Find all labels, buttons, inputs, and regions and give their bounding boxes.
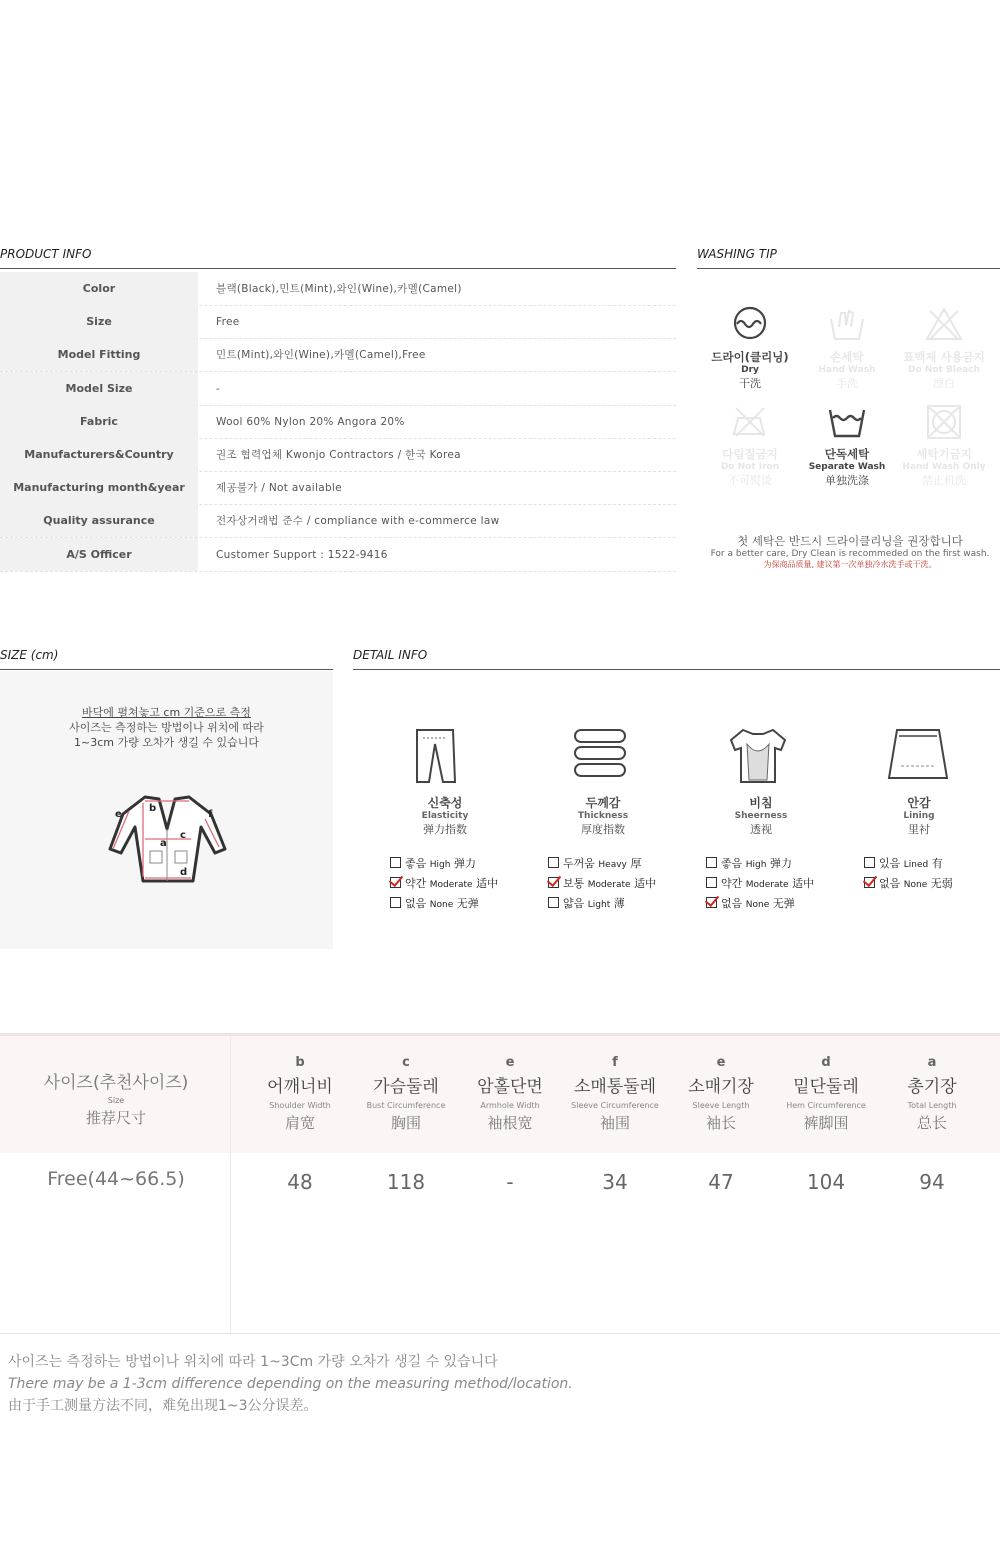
detail-column <box>859 726 979 837</box>
detail-label-ko: 안감 <box>907 796 931 810</box>
washing-label-zh: 单独洗涤 <box>825 474 869 487</box>
detail-label-en: Elasticity <box>421 811 469 821</box>
option-label-en: None <box>903 880 928 890</box>
detail-label-zh: 弹力指数 <box>423 823 467 836</box>
diagram-letter-f: f <box>208 809 213 820</box>
column-letter: f <box>612 1055 618 1070</box>
washing-label-ko: 단독세탁 <box>824 447 870 461</box>
pants-icon <box>413 726 477 788</box>
column-letter: e <box>505 1055 515 1070</box>
size-row-label: Free(44~66.5) <box>47 1168 185 1190</box>
diagram-letter-e: e <box>115 809 122 820</box>
detail-option <box>390 895 479 911</box>
option-label-en: High <box>429 860 451 870</box>
washing-item <box>797 305 897 391</box>
product-info-title: PRODUCT INFO <box>0 247 676 269</box>
footer-note-ko: 사이즈는 측정하는 방법이나 위치에 따라 1~3Cm 가량 오차가 생길 수 있습니다 <box>8 1354 498 1370</box>
detail-label-en: Sheerness <box>734 811 788 821</box>
washing-label-zh: 不可熨烫 <box>728 474 772 487</box>
washing-label-ko: 다림질금지 <box>722 447 778 461</box>
detail-label-en: Lining <box>903 811 935 821</box>
size-table-column-head <box>455 1055 565 1133</box>
option-label-ko: 보통 <box>563 877 585 890</box>
size-footer-note <box>8 1351 708 1417</box>
column-letter: e <box>716 1055 726 1070</box>
option-checkbox <box>390 897 401 908</box>
product-info-label: Model Fitting <box>0 338 198 371</box>
product-info-value: 블랙(Black),민트(Mint),와인(Wine),카멜(Camel) <box>216 283 462 295</box>
detail-column <box>385 726 505 837</box>
option-label-en: None <box>429 900 454 910</box>
column-label-en: Total Length <box>907 1101 957 1110</box>
option-label-ko: 얇음 <box>563 897 585 910</box>
column-label-ko: 암홀단면 <box>477 1077 543 1097</box>
column-label-ko: 소매기장 <box>688 1077 754 1097</box>
washing-note-zh: 为保商品质量, 建议第一次单独冷水洗手或干洗。 <box>763 560 937 569</box>
size-section-title: SIZE (cm) <box>0 648 333 670</box>
column-label-ko: 총기장 <box>907 1077 957 1097</box>
product-info-value: 제공불가 / Not available <box>216 482 342 495</box>
option-label-en: Moderate <box>587 880 631 890</box>
detail-label-ko: 두께감 <box>585 796 621 810</box>
washing-item <box>700 402 800 488</box>
column-letter: d <box>821 1055 831 1070</box>
diagram-letter-a: a <box>160 838 167 849</box>
option-label-zh: 弹力 <box>453 857 476 870</box>
option-label-zh: 无弹 <box>456 897 479 910</box>
washing-note-ko: 첫 세탁은 반드시 드라이클리닝을 권장합니다 <box>737 534 963 548</box>
product-info-value: Free <box>216 316 240 329</box>
product-info-row <box>0 504 676 538</box>
washing-label-en: Do Not Iron <box>720 462 780 472</box>
detail-option <box>706 855 792 871</box>
product-info-row <box>0 438 676 472</box>
diagram-letter-d: d <box>180 867 188 878</box>
washing-label-en: Separate Wash <box>808 462 886 472</box>
hand-wash-icon <box>827 305 867 345</box>
option-checkbox <box>548 857 559 868</box>
column-label-en: Sleeve Circumference <box>571 1101 659 1110</box>
option-label-ko: 없음 <box>721 897 743 910</box>
product-info-label: Quality assurance <box>0 504 198 537</box>
washing-item <box>700 305 800 391</box>
option-label-en: Moderate <box>429 880 473 890</box>
column-label-zh: 袖根宽 <box>487 1114 533 1132</box>
column-label-en: Hem Circumference <box>786 1101 866 1110</box>
product-info-row <box>0 338 676 372</box>
product-info-value: 민트(Mint),와인(Wine),카멜(Camel),Free <box>216 349 426 362</box>
product-info-label: Manufacturing month&year <box>0 471 198 504</box>
size-value-cell: 118 <box>386 1170 426 1194</box>
washing-label-ko: 세탁기금지 <box>916 447 972 461</box>
size-table-column-head <box>666 1055 776 1133</box>
option-label-en: None <box>745 900 770 910</box>
option-label-ko: 약간 <box>405 877 427 890</box>
product-info-row <box>0 305 676 339</box>
washing-item <box>894 402 994 488</box>
size-table-column-head <box>771 1055 881 1133</box>
washing-label-ko: 표백제 사용금지 <box>903 350 985 364</box>
washing-label-en: Dry <box>741 365 759 375</box>
column-label-zh: 裤脚围 <box>803 1114 849 1132</box>
column-label-zh: 胸围 <box>390 1114 421 1132</box>
product-info-label: Model Size <box>0 372 198 405</box>
footer-note-zh: 由于手工测量方法不同，难免出现1~3公分误差。 <box>8 1398 318 1414</box>
option-checkbox <box>864 877 875 888</box>
column-label-en: Armhole Width <box>480 1101 540 1110</box>
option-label-en: Lined <box>903 860 929 870</box>
product-info-label: Fabric <box>0 405 198 438</box>
column-letter: a <box>927 1055 937 1070</box>
hand-wash-only-icon <box>924 402 964 442</box>
detail-label-ko: 신축성 <box>427 796 463 810</box>
size-table-column-head <box>560 1055 670 1133</box>
column-label-ko: 밑단둘레 <box>793 1077 859 1097</box>
product-info-label: Size <box>0 305 198 338</box>
detail-option <box>706 875 814 891</box>
size-table-column-head <box>245 1055 355 1133</box>
option-label-ko: 좋음 <box>405 857 427 870</box>
option-label-en: Light <box>587 900 611 910</box>
option-label-en: Moderate <box>745 880 789 890</box>
column-label-ko: 어깨너비 <box>267 1077 333 1097</box>
option-checkbox <box>548 897 559 908</box>
option-label-ko: 없음 <box>879 877 901 890</box>
option-label-ko: 없음 <box>405 897 427 910</box>
size-guide-line3: 1~3cm 가량 오차가 생길 수 있습니다 <box>74 736 259 749</box>
washing-label-ko: 드라이(클리닝) <box>711 350 789 364</box>
option-label-zh: 适中 <box>634 877 657 890</box>
detail-option <box>864 855 943 871</box>
detail-label-zh: 里衬 <box>908 823 930 836</box>
detail-label-en: Thickness <box>577 811 629 821</box>
separate-wash-icon <box>827 402 867 442</box>
diagram-letter-b: b <box>149 803 157 814</box>
column-label-en: Bust Circumference <box>366 1101 446 1110</box>
washing-label-zh: 手洗 <box>836 377 858 390</box>
size-table-column-head <box>351 1055 461 1133</box>
product-info-value: Customer Support : 1522-9416 <box>216 548 388 561</box>
option-label-zh: 适中 <box>476 877 499 890</box>
option-checkbox <box>548 877 559 888</box>
option-label-ko: 약간 <box>721 877 743 890</box>
washing-label-en: Hand Wash <box>818 365 876 375</box>
detail-label-zh: 透视 <box>750 823 772 836</box>
detail-option <box>390 875 498 891</box>
product-info-row <box>0 471 676 505</box>
column-label-zh: 袖长 <box>705 1114 736 1132</box>
size-table-column-head <box>877 1055 987 1133</box>
detail-info-title: DETAIL INFO <box>353 648 1000 670</box>
detail-option <box>548 875 656 891</box>
option-label-zh: 弹力 <box>769 857 792 870</box>
option-label-zh: 有 <box>931 857 943 870</box>
washing-item <box>894 305 994 391</box>
option-label-ko: 두꺼움 <box>563 857 595 870</box>
column-label-ko: 소매통둘레 <box>573 1077 657 1097</box>
option-checkbox <box>706 877 717 888</box>
size-value-cell: 104 <box>806 1170 846 1194</box>
washing-label-en: Hand Wash Only <box>902 462 986 472</box>
detail-option <box>706 895 795 911</box>
size-value-cell: 47 <box>708 1170 734 1194</box>
washing-tip-title: WASHING TIP <box>697 247 1000 269</box>
size-guide-panel <box>0 671 333 949</box>
option-checkbox <box>706 897 717 908</box>
detail-label-ko: 비침 <box>749 796 773 810</box>
product-info-label: Manufacturers&Country <box>0 438 198 471</box>
product-info-row <box>0 405 676 439</box>
detail-column <box>701 726 821 837</box>
column-label-en: Sleeve Length <box>692 1101 750 1110</box>
washing-label-zh: 漂白 <box>933 377 955 390</box>
product-info-row <box>0 372 676 406</box>
diagram-letter-c: c <box>180 830 186 841</box>
size-guide-line2: 사이즈는 측정하는 방법이나 위치에 따라 <box>69 721 264 734</box>
washing-item <box>797 402 897 488</box>
option-label-zh: 薄 <box>613 897 625 910</box>
product-info-value: Wool 60% Nylon 20% Angora 20% <box>216 415 405 428</box>
washing-label-zh: 禁止机洗 <box>922 474 966 487</box>
column-label-zh: 总长 <box>916 1114 947 1132</box>
option-label-zh: 适中 <box>792 877 815 890</box>
column-label-zh: 肩宽 <box>284 1114 315 1132</box>
size-head-zh: 推荐尺寸 <box>85 1109 146 1127</box>
option-label-en: Heavy <box>598 860 627 870</box>
option-checkbox <box>706 857 717 868</box>
do-not-bleach-icon <box>924 305 964 345</box>
footer-note-en: There may be a 1-3cm difference depending on the measuring method/location. <box>8 1376 573 1392</box>
washing-label-en: Do Not Bleach <box>908 365 980 375</box>
size-guide-line1: 바닥에 펼쳐놓고 cm 기준으로 측정 <box>82 706 251 719</box>
detail-column <box>543 726 663 837</box>
option-checkbox <box>390 877 401 888</box>
size-head-ko: 사이즈(추천사이즈) <box>43 1073 189 1093</box>
option-label-zh: 无弹 <box>772 897 795 910</box>
dry-clean-icon <box>730 305 770 345</box>
option-checkbox <box>390 857 401 868</box>
size-table-head-cell <box>0 1068 232 1128</box>
column-label-zh: 袖围 <box>599 1114 630 1132</box>
do-not-iron-icon <box>730 402 770 442</box>
washing-label-ko: 손세탁 <box>830 350 864 364</box>
size-value-cell: - <box>506 1170 514 1194</box>
detail-option <box>864 875 953 891</box>
column-label-en: Shoulder Width <box>269 1101 331 1110</box>
size-head-en: Size <box>107 1096 125 1105</box>
product-info-value: 전자상거래법 준수 / compliance with e-commerce law <box>216 515 500 528</box>
option-label-zh: 厚 <box>630 857 642 870</box>
size-value-cell: 94 <box>919 1170 945 1194</box>
option-label-ko: 있음 <box>879 857 901 870</box>
product-info-row <box>0 538 676 572</box>
product-info-label: A/S Officer <box>0 538 198 571</box>
column-letter: c <box>402 1055 410 1070</box>
detail-option <box>390 855 476 871</box>
cardigan-diagram-icon <box>105 789 230 884</box>
column-letter: b <box>295 1055 305 1070</box>
product-info-value: 권조 협력업체 Kwonjo Contractors / 한국 Korea <box>216 449 461 461</box>
sheer-top-icon <box>729 726 793 788</box>
product-info-row <box>0 272 676 306</box>
washing-label-zh: 干洗 <box>739 377 761 390</box>
size-table-bottom-line <box>0 1333 1000 1334</box>
size-value-cell: 48 <box>287 1170 313 1194</box>
thickness-icon <box>571 726 635 788</box>
option-label-ko: 좋음 <box>721 857 743 870</box>
washing-note <box>700 533 1000 570</box>
option-checkbox <box>864 857 875 868</box>
detail-option <box>548 855 641 871</box>
detail-option <box>548 895 625 911</box>
column-label-ko: 가슴둘레 <box>373 1077 439 1097</box>
option-label-zh: 无弱 <box>930 877 953 890</box>
skirt-lining-icon <box>887 726 951 788</box>
product-info-value: - <box>216 382 221 395</box>
detail-label-zh: 厚度指数 <box>581 823 625 836</box>
washing-note-en: For a better care, Dry Clean is recommeded on the first wash. <box>710 549 990 559</box>
product-info-label: Color <box>0 272 198 305</box>
size-value-cell: 34 <box>602 1170 628 1194</box>
option-label-en: High <box>745 860 767 870</box>
